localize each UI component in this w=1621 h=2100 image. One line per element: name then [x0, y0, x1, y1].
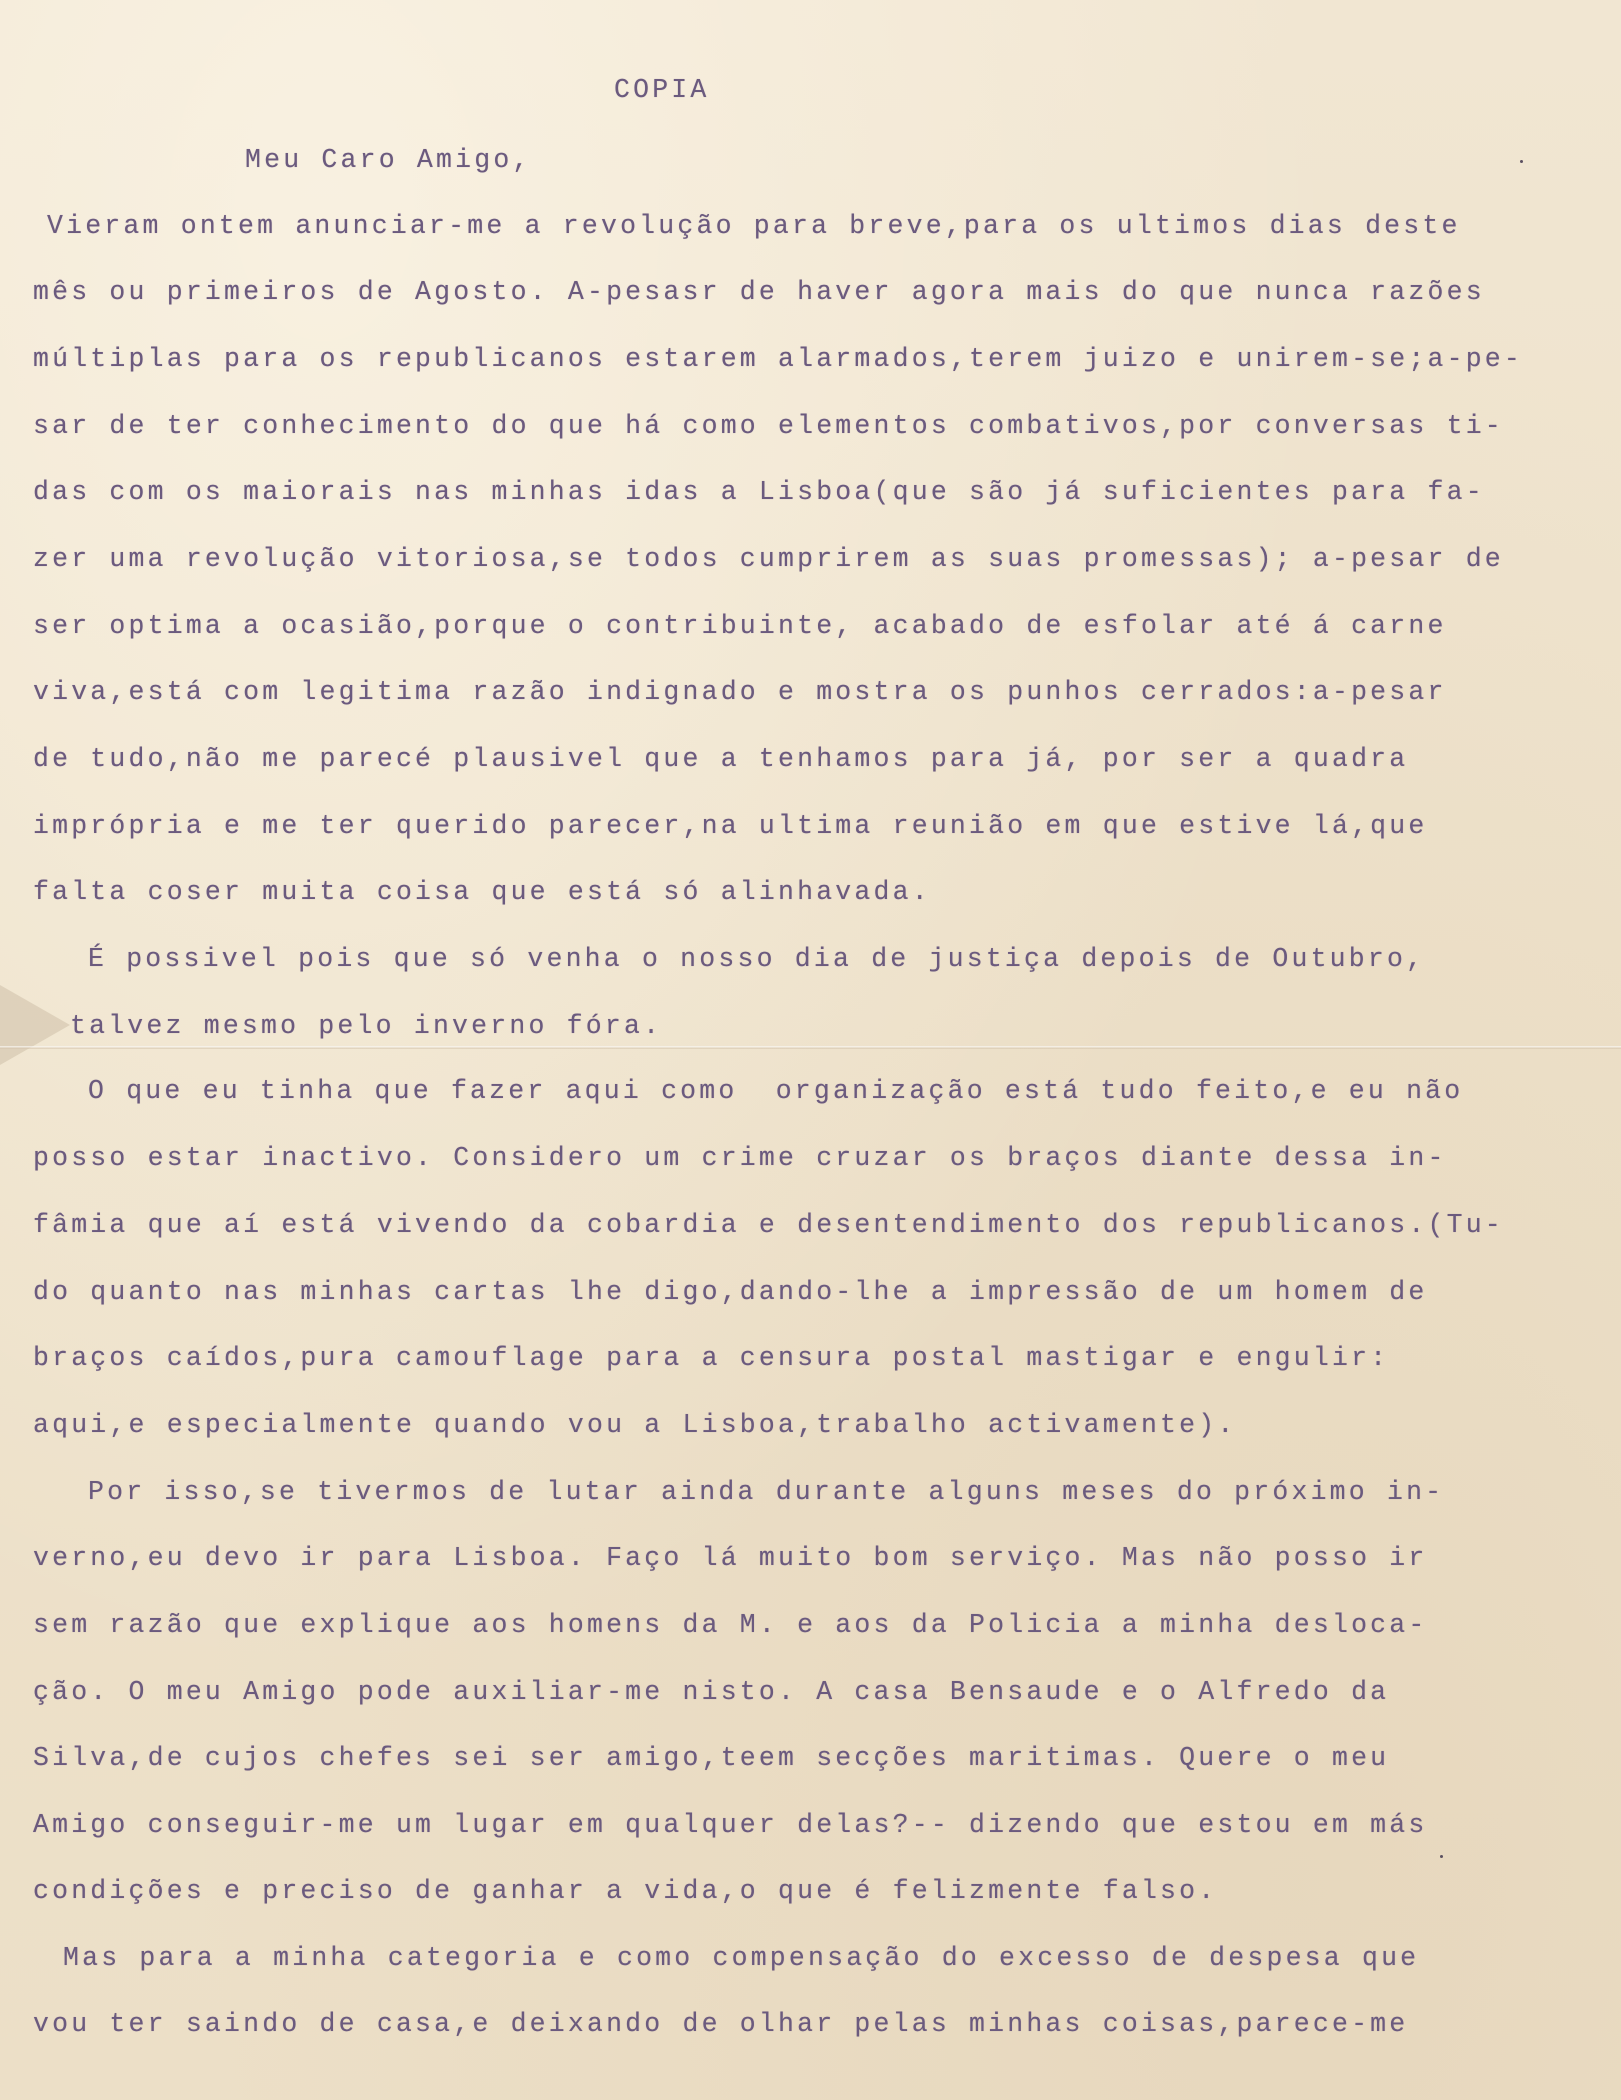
text-line-8: viva,está com legitima razão indignado e mostra os punhos cerrados:a-pesar [33, 677, 1447, 707]
text-line-17: do quanto nas minhas cartas lhe digo,dando-lhe a impressão de um homem de [33, 1277, 1428, 1307]
text-line-6: zer uma revolução vitoriosa,se todos cumprirem as suas promessas); a-pesar de [33, 544, 1504, 574]
document-title: COPIA [614, 75, 710, 105]
text-line-25: Amigo conseguir-me um lugar em qualquer delas?-- dizendo que estou em más [33, 1810, 1428, 1840]
fold-crease [0, 1046, 1621, 1049]
text-line-26: condições e preciso de ganhar a vida,o que é felizmente falso. [33, 1876, 1218, 1906]
text-line-28: vou ter saindo de casa,e deixando de olhar pelas minhas coisas,parece-me [33, 2009, 1409, 2039]
text-line-16: fâmia que aí está vivendo da cobardia e desentendimento dos republicanos.(Tu- [33, 1210, 1504, 1240]
text-line-27: Mas para a minha categoria e como compensação do excesso de despesa que [63, 1943, 1420, 1973]
text-line-2: mês ou primeiros de Agosto. A-pesasr de haver agora mais do que nunca razões [33, 277, 1485, 307]
text-line-7: ser optima a ocasião,porque o contribuinte, acabado de esfolar até á carne [33, 611, 1447, 641]
text-line-20: Por isso,se tivermos de lutar ainda durante alguns meses do próximo in- [88, 1477, 1445, 1507]
salutation: Meu Caro Amigo, [245, 145, 532, 175]
text-line-1: Vieram ontem anunciar-me a revolução para breve,para os ultimos dias deste [47, 211, 1461, 241]
text-line-24: Silva,de cujos chefes sei ser amigo,teem secções maritimas. Quere o meu [33, 1743, 1390, 1773]
text-line-15: posso estar inactivo. Considero um crime cruzar os braços diante dessa in- [33, 1143, 1447, 1173]
text-line-9: de tudo,não me parecé plausivel que a tenhamos para já, por ser a quadra [33, 744, 1409, 774]
text-line-4: sar de ter conhecimento do que há como elementos combativos,por conversas ti- [33, 411, 1504, 441]
text-line-12: É possivel pois que só venha o nosso dia de justiça depois de Outubro, [88, 944, 1426, 974]
torn-edge [0, 985, 70, 1065]
text-line-22: sem razão que explique aos homens da M. e aos da Policia a minha desloca- [33, 1610, 1428, 1640]
text-line-14: O que eu tinha que fazer aqui como organização está tudo feito,e eu não [88, 1076, 1464, 1106]
ink-speck [1440, 1855, 1443, 1858]
text-line-10: imprópria e me ter querido parecer,na ultima reunião em que estive lá,que [33, 811, 1428, 841]
text-line-23: ção. O meu Amigo pode auxiliar-me nisto. A casa Bensaude e o Alfredo da [33, 1677, 1390, 1707]
text-line-19: aqui,e especialmente quando vou a Lisboa,trabalho activamente). [33, 1410, 1237, 1440]
ink-speck [1520, 160, 1523, 163]
text-line-3: múltiplas para os republicanos estarem alarmados,terem juizo e unirem-se;a-pe- [33, 344, 1524, 374]
text-line-18: braços caídos,pura camouflage para a censura postal mastigar e engulir: [33, 1343, 1390, 1373]
text-line-11: falta coser muita coisa que está só alinhavada. [33, 877, 931, 907]
text-line-21: verno,eu devo ir para Lisboa. Faço lá muito bom serviço. Mas não posso ir [33, 1543, 1428, 1573]
text-line-13: talvez mesmo pelo inverno fóra. [70, 1011, 663, 1041]
text-line-5: das com os maiorais nas minhas idas a Lisboa(que são já suficientes para fa- [33, 477, 1485, 507]
